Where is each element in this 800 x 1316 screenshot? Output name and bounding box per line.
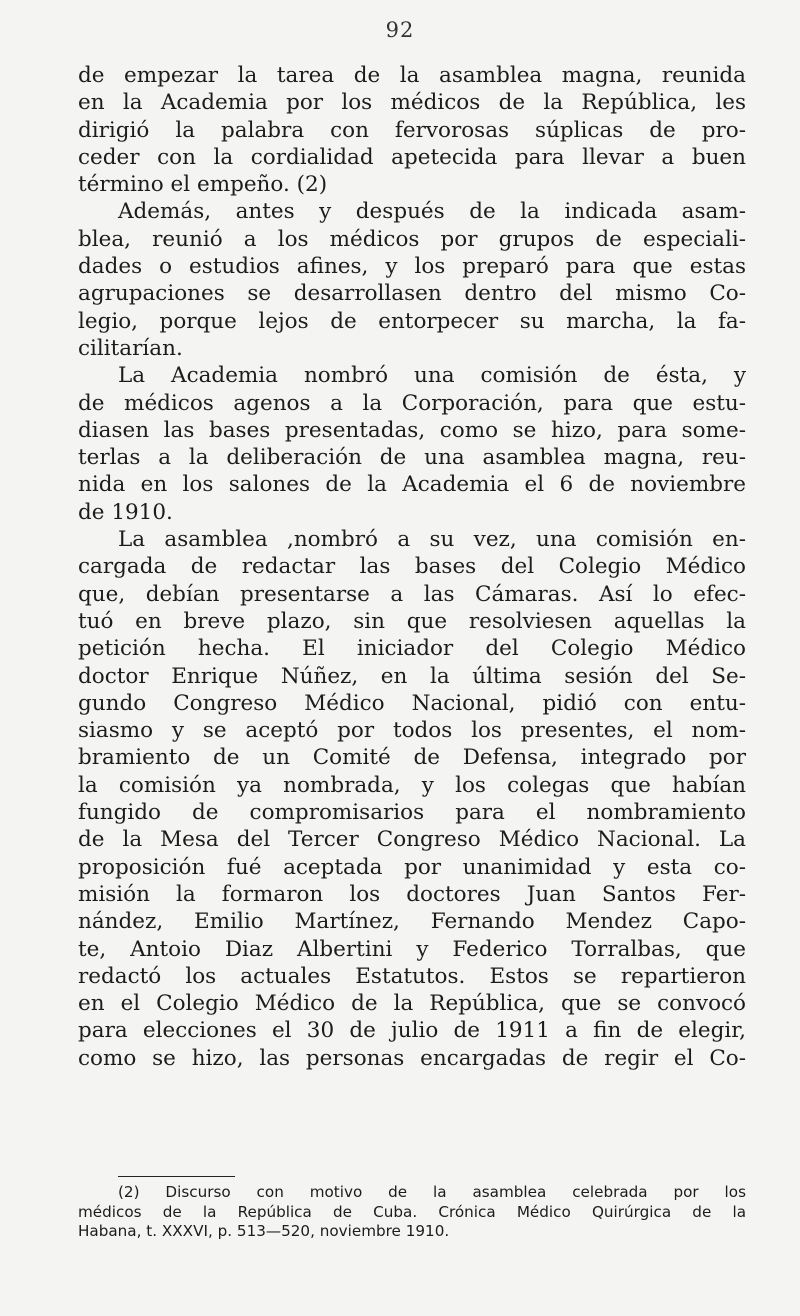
text-line: en la Academia por los médicos de la República, les xyxy=(78,90,746,116)
text-line: de empezar la tarea de la asamblea magna, reunida xyxy=(78,63,746,88)
footnote-line: médicos de la República de Cuba. Crónica Médico Quirúrgica de la xyxy=(78,1202,746,1221)
text-line: cargada de redactar las bases del Colegio Médico xyxy=(78,554,746,580)
footnote-line: (2) Discurso con motivo de la asamblea celebrada por los xyxy=(118,1183,746,1201)
text-line: La Academia nombró una comisión de ésta, y xyxy=(118,363,746,389)
text-line: término el empeño. (2) xyxy=(78,172,328,198)
text-line: proposición fué aceptada por unanimidad y esta co- xyxy=(78,854,746,880)
text-line: te, Antoio Diaz Albertini y Federico Torralbas, que xyxy=(78,936,746,962)
text-line: legio, porque lejos de entorpecer su marcha, la fa- xyxy=(78,308,746,334)
text-line: misión la formaron los doctores Juan Santos Fer- xyxy=(78,881,746,907)
text-line: como se hizo, las personas encargadas de regir el Co- xyxy=(78,1045,746,1071)
text-line: gundo Congreso Médico Nacional, pidió con entu- xyxy=(78,690,746,716)
text-line: la comisión ya nombrada, y los colegas que habían xyxy=(78,772,746,798)
footnote xyxy=(78,1183,746,1242)
text-line: Además, antes y después de la indicada asam- xyxy=(118,199,746,225)
text-line: en el Colegio Médico de la República, que se convocó xyxy=(78,991,746,1017)
text-line: redactó los actuales Estatutos. Estos se repartieron xyxy=(78,963,746,989)
footnote-divider xyxy=(118,1176,235,1177)
text-line: dirigió la palabra con fervorosas súplicas de pro- xyxy=(78,117,746,143)
text-line: bramiento de un Comité de Defensa, integrado por xyxy=(78,745,746,771)
text-line: nida en los salones de la Academia el 6 de noviembre xyxy=(78,472,746,498)
text-line: blea, reunió a los médicos por grupos de especiali- xyxy=(78,226,746,252)
text-line: nández, Emilio Martínez, Fernando Mendez Capo- xyxy=(78,909,746,935)
text-line: ceder con la cordialidad apetecida para llevar a buen xyxy=(78,144,746,170)
text-line: fungido de compromisarios para el nombramiento xyxy=(78,800,746,826)
text-line: de la Mesa del Tercer Congreso Médico Nacional. La xyxy=(78,827,746,853)
footnote-line: Habana, t. XXXVI, p. 513—520, noviembre 1910. xyxy=(78,1222,450,1240)
page-number: 92 xyxy=(385,18,415,42)
text-line: agrupaciones se desarrollasen dentro del mismo Co- xyxy=(78,281,746,307)
main-text xyxy=(78,62,746,1072)
text-line: de 1910. xyxy=(78,499,173,525)
text-line: terlas a la deliberación de una asamblea magna, reu- xyxy=(78,445,746,471)
text-line: doctor Enrique Núñez, en la última sesión del Se- xyxy=(78,663,746,689)
text-line: de médicos agenos a la Corporación, para que estu- xyxy=(78,390,746,416)
text-line: siasmo y se aceptó por todos los presentes, el nom- xyxy=(78,718,746,744)
text-line: que, debían presentarse a las Cámaras. Así lo efec- xyxy=(78,581,746,607)
text-line: La asamblea ,nombró a su vez, una comisión en- xyxy=(118,527,746,553)
text-line: diasen las bases presentadas, como se hizo, para some- xyxy=(78,417,746,443)
text-line: para elecciones el 30 de julio de 1911 a fin de elegir, xyxy=(78,1018,746,1044)
text-line: tuó en breve plazo, sin que resolviesen aquellas la xyxy=(78,608,746,634)
text-line: cilitarían. xyxy=(78,335,183,361)
text-line: petición hecha. El iniciador del Colegio Médico xyxy=(78,636,746,662)
text-line: dades o estudios afines, y los preparó para que estas xyxy=(78,254,746,280)
